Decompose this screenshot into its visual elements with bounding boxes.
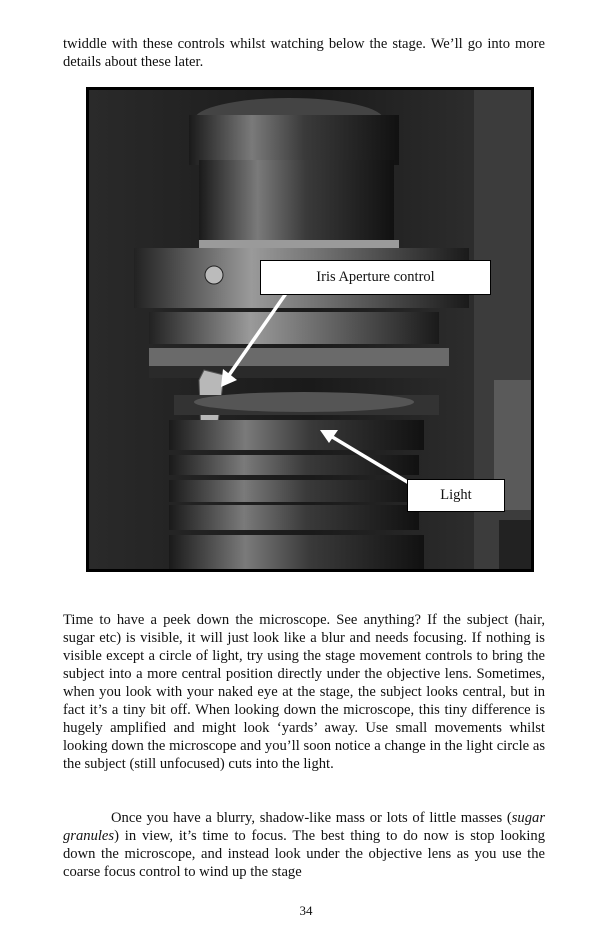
body-paragraph-top: twiddle with these controls whilst watching below the stage. We’ll go into more details about these later. (63, 36, 545, 70)
callout-light: Light (407, 479, 505, 512)
body-paragraph-main: Time to have a peek down the microscope. See anything? If the subject (hair, sugar etc) is visible, it will just look like a blur and needs focusing. If nothing is visible except a circle of light, try using the stage movement controls to bring the subject into a more central position directly under the objective lens. Sometimes, when you look with your naked eye at the stage, the subject looks central, but in fact it’s a tiny bit off. When looking down the microscope, this tiny difference is hugely amplified and might look ‘yards’ away. Use small movements whilst looking down the microscope and you’ll soon notice a change in the light circle as the subject (still unfocused) cuts into the light. (63, 612, 545, 772)
body-paragraph-second (63, 809, 545, 881)
paragraph-text-start: Once you have a blurry, shadow-like mass or lots of little masses ( (111, 810, 512, 826)
microscope-photo (86, 87, 534, 572)
callout-iris-aperture-control: Iris Aperture control (260, 260, 491, 295)
paragraph-text-end: ) in view, it’s time to focus. The best thing to do now is stop looking down the microscope, and instead look under the objective lens as you use the coarse focus control to wind up the stage (63, 828, 545, 880)
page-number: 34 (299, 903, 313, 918)
paragraph-emphasis: sugar granules (63, 810, 545, 844)
